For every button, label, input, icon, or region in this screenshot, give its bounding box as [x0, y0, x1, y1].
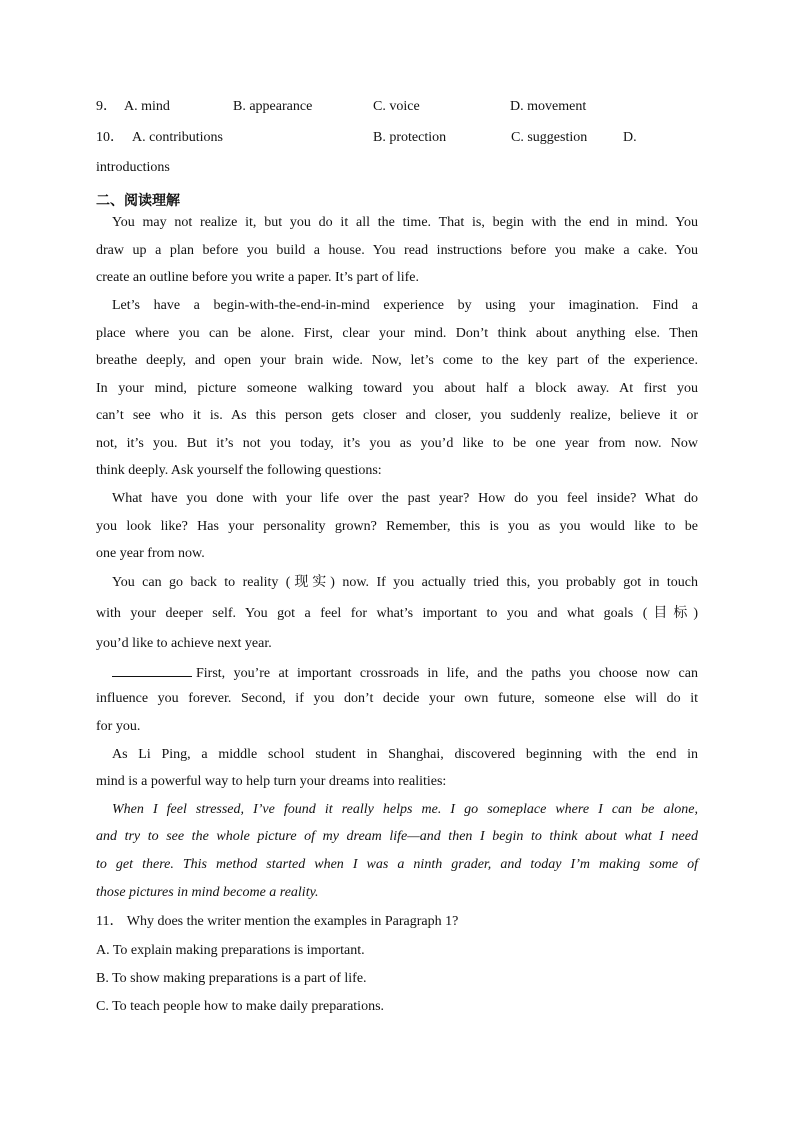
passage-line: You may not realize it, but you do it all the time. That is, begin with the end in mind. You	[112, 215, 698, 230]
passage-line: not, it’s you. But it’s not you today, it’s you as you’d like to be one year from now. Now	[96, 436, 698, 451]
passage-line: You can go back to reality (现实) now. If you actually tried this, you probably got in touch	[112, 575, 698, 590]
passage-line: As Li Ping, a middle school student in Shanghai, discovered beginning with the end in	[112, 747, 698, 762]
q11-option-b: B. To show making preparations is a part of life.	[96, 971, 367, 986]
passage-line: can’t see who it is. As this person gets closer and closer, you suddenly realize, believe it or	[96, 408, 698, 423]
passage-line: draw up a plan before you build a house. You read instructions before you make a cake. You	[96, 243, 698, 258]
passage-line: influence you forever. Second, if you don’t decide your own future, someone else will do it	[96, 691, 698, 706]
answer-blank[interactable]	[112, 663, 192, 677]
passage-line: In your mind, picture someone walking toward you about half a block away. At first you	[96, 381, 698, 396]
passage-line: with your deeper self. You got a feel for what’s important to you and what goals (目标)	[96, 606, 698, 621]
quote-line: those pictures in mind become a reality.	[96, 885, 319, 900]
quote-line: and try to see the whole picture of my dream life—and then I begin to think about what I need	[96, 829, 698, 844]
q10-option-b: B. protection	[373, 130, 447, 145]
passage-line: Let’s have a begin-with-the-end-in-mind experience by using your imagination. Find a	[112, 298, 698, 313]
q10-option-d-continued: introductions	[96, 160, 170, 175]
q10-option-d: D.	[623, 130, 637, 145]
q9-number: 9．	[96, 99, 117, 114]
passage-line: you look like? Has your personality grown? Remember, this is you as you would like to be	[96, 519, 698, 534]
quote-line: When I feel stressed, I’ve found it really helps me. I go someplace where I can be alone,	[112, 802, 698, 817]
q9-option-c: C. voice	[373, 99, 420, 114]
q10-option-a: A. contributions	[132, 130, 223, 145]
q10-number: 10．	[96, 130, 124, 145]
q9-option-a: A. mind	[124, 99, 170, 114]
section-title: 二、阅读理解	[96, 193, 180, 209]
q11-stem: 11． Why does the writer mention the examples in Paragraph 1?	[96, 914, 459, 929]
q9-option-b: B. appearance	[233, 99, 313, 114]
passage-line: breathe deeply, and open your brain wide. Now, let’s come to the key part of the experience.	[96, 353, 698, 368]
passage-line: one year from now.	[96, 546, 205, 561]
quote-line: to get there. This method started when I was a ninth grader, and today I’m making some of	[96, 857, 698, 872]
passage-line: mind is a powerful way to help turn your dreams into realities:	[96, 774, 447, 789]
passage-line: think deeply. Ask yourself the following questions:	[96, 463, 382, 478]
q11-option-a: A. To explain making preparations is important.	[96, 943, 365, 958]
q10-option-c: C. suggestion	[511, 130, 588, 145]
q9-option-d: D. movement	[510, 99, 587, 114]
passage-line-text: First, you’re at important crossroads in life, and the paths you choose now can	[196, 666, 698, 681]
passage-line: create an outline before you write a paper. It’s part of life.	[96, 270, 420, 285]
passage-line: you’d like to achieve next year.	[96, 636, 272, 651]
passage-line-with-blank	[112, 663, 698, 683]
passage-line: What have you done with your life over the past year? How do you feel inside? What do	[112, 491, 698, 506]
passage-line: for you.	[96, 719, 141, 734]
q11-option-c: C. To teach people how to make daily preparations.	[96, 999, 385, 1014]
passage-line: place where you can be alone. First, clear your mind. Don’t think about anything else. Then	[96, 326, 698, 341]
